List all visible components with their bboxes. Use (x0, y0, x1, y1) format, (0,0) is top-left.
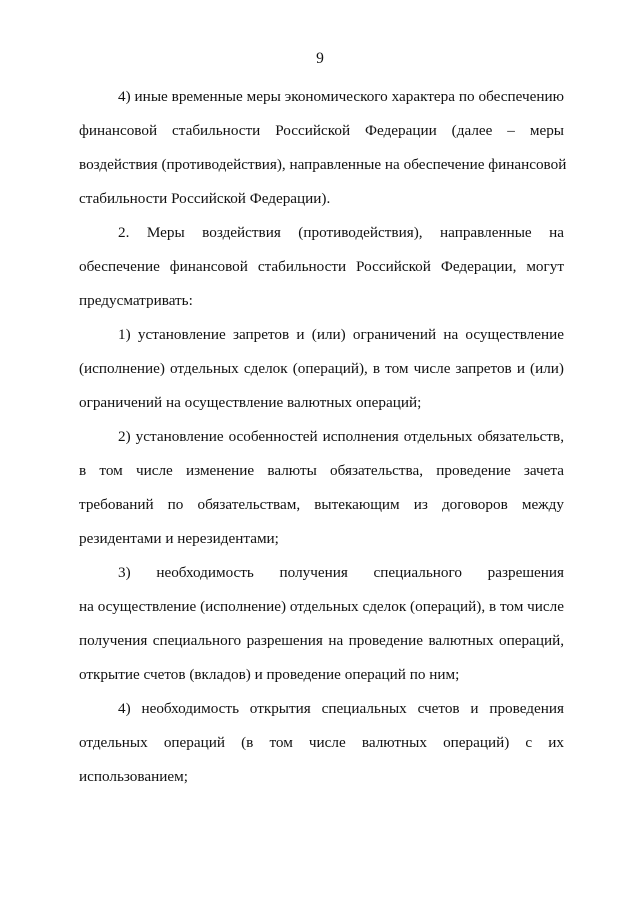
paragraph-line: 4) иные временные меры экономического характера по обеспечению (118, 88, 564, 105)
paragraph-line: 2. Меры воздействия (противодействия), направленные на (118, 224, 564, 241)
paragraph-line: 4) необходимость открытия специальных счетов и проведения (118, 700, 564, 717)
paragraph-line: воздействия (противодействия), направленные на обеспечение финансовой (79, 156, 567, 173)
paragraph-line: резидентами и нерезидентами; (79, 530, 279, 547)
paragraph-line: на осуществление (исполнение) отдельных сделок (операций), в том числе (79, 598, 564, 615)
paragraph-line: (исполнение) отдельных сделок (операций), в том числе запретов и (или) (79, 360, 564, 377)
paragraph-line: стабильности Российской Федерации). (79, 190, 331, 207)
paragraph-line: отдельных операций (в том числе валютных операций) с их (79, 734, 564, 751)
paragraph-line: 3) необходимость получения специального разрешения (118, 564, 564, 581)
page-number: 9 (316, 50, 324, 67)
paragraph-line: требований по обязательствам, вытекающим из договоров между (79, 496, 564, 513)
paragraph-line: в том числе изменение валюты обязательства, проведение зачета (79, 462, 564, 479)
paragraph-line: финансовой стабильности Российской Федерации (далее – меры (79, 122, 564, 139)
paragraph-line: 1) установление запретов и (или) ограничений на осуществление (118, 326, 564, 343)
paragraph-line: получения специального разрешения на проведение валютных операций, (79, 632, 564, 649)
paragraph-line: предусматривать: (79, 292, 193, 309)
paragraph-line: использованием; (79, 768, 188, 785)
paragraph-line: открытие счетов (вкладов) и проведение операций по ним; (79, 666, 460, 683)
paragraph-line: обеспечение финансовой стабильности Российской Федерации, могут (79, 258, 564, 275)
paragraph-line: ограничений на осуществление валютных операций; (79, 394, 422, 411)
paragraph-line: 2) установление особенностей исполнения отдельных обязательств, (118, 428, 564, 445)
